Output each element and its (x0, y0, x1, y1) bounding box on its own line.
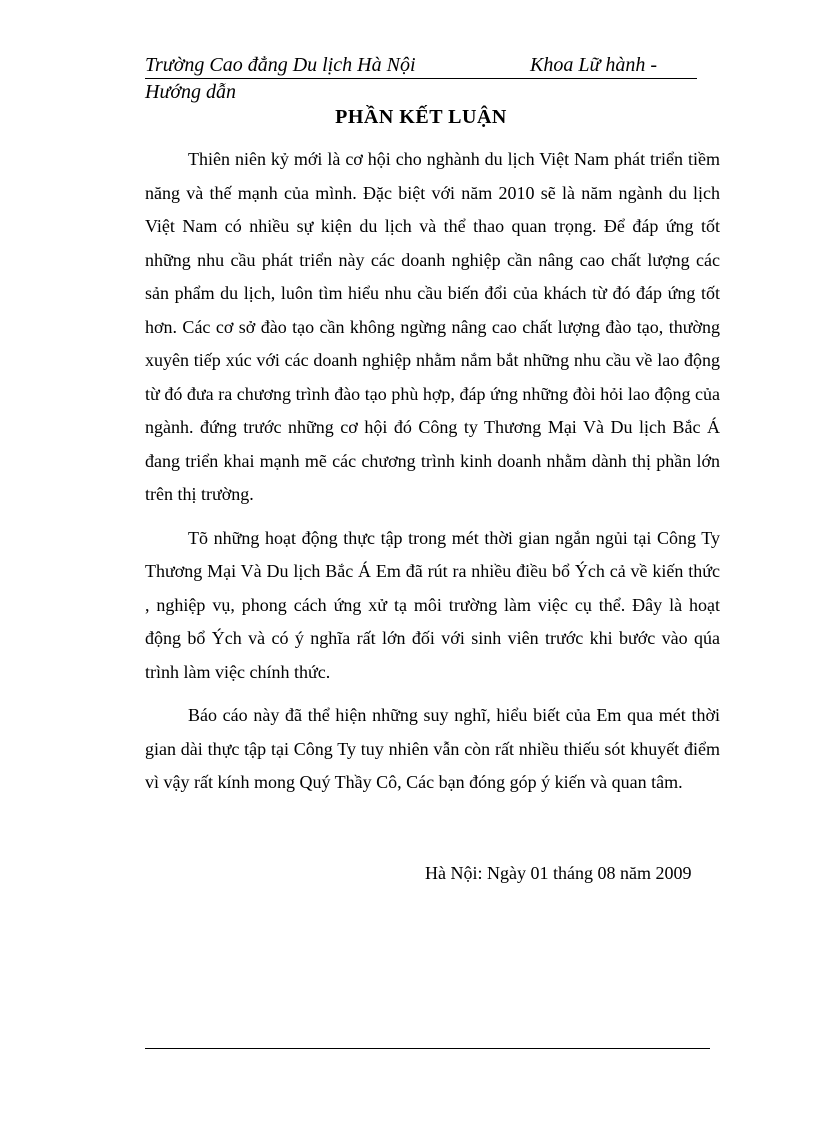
header-continuation: Hướng dẫn (145, 81, 237, 103)
page-title: PHẦN KẾT LUẬN (335, 106, 507, 128)
date-signature: Hà Nội: Ngày 01 tháng 08 năm 2009 (425, 863, 692, 883)
footer-rule (145, 1048, 710, 1049)
header-school-name: Trường Cao đẳng Du lịch Hà Nội (145, 54, 416, 76)
document-body (145, 143, 720, 810)
paragraph-2: Tõ những hoạt động thực tập trong mét thời gian ngắn ngủi tại Công Ty Thương Mại Và Du lịch Bắc Á Em đã rút ra nhiều điều bổ Ých cả về kiến thức , nghiệp vụ, phong cách ứng xử tạ môi trường làm việc cụ thể. Đây là hoạt động bổ Ých và có ý nghĩa rất lớn đối với sinh viên trước khi bước vào qúa trình làm việc chính thức. (145, 527, 720, 682)
paragraph-1: Thiên niên kỷ mới là cơ hội cho nghành du lịch Việt Nam phát triển tiềm năng và thế mạnh của mình. Đặc biệt với năm 2010 sẽ là năm ngành du lịch Việt Nam có nhiều sự kiện du lịch và thể thao quan trọng. Để đáp ứng tốt những nhu cầu phát triển này các doanh nghiệp cần nâng cao chất lượng các sản phẩm du lịch, luôn tìm hiểu nhu cầu biến đổi của khách từ đó đáp ứng tốt hơn. Các cơ sở đào tạo cần không ngừng nâng cao chất lượng đào tạo, thường xuyên tiếp xúc với các doanh nghiệp nhằm nắm bắt những nhu cầu về lao động từ đó đưa ra chương trình đào tạo phù hợp, đáp ứng những đòi hỏi lao động của ngành. đứng trước những cơ hội đó Công ty Thương Mại Và Du lịch Bắc Á đang triển khai mạnh mẽ các chương trình kinh doanh nhằm dành thị phần lớn trên thị trường. (145, 149, 720, 504)
header-rule-line (145, 52, 697, 79)
paragraph-3: Báo cáo này đã thể hiện những suy nghĩ, hiểu biết của Em qua mét thời gian dài thực tập tại Công Ty tuy nhiên vẫn còn rất nhiều thiếu sót khuyết điểm vì vậy rất kính mong Quý Thầy Cô, Các bạn đóng góp ý kiến và quan tâm. (145, 705, 720, 792)
header-faculty-name: Khoa Lữ hành - (530, 54, 658, 76)
page-header (145, 52, 697, 105)
